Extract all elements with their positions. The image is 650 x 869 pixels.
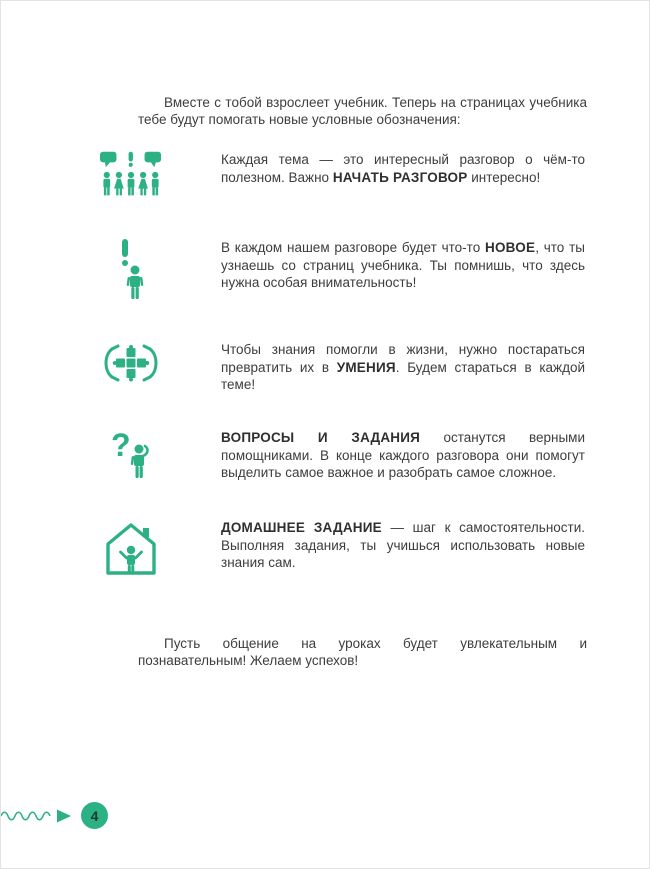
question-person-icon xyxy=(99,429,163,489)
legend-row-questions xyxy=(99,429,585,489)
closing-paragraph: Пусть общение на уроках будет увлекательным и познавательным! Желаем успехов! xyxy=(138,635,587,668)
legend-text: Чтобы знания помогли в жизни, нужно постараться превратить их в УМЕНИЯ. Будем стараться в каждой теме! xyxy=(221,342,585,392)
puzzle-hands-icon xyxy=(99,341,163,387)
exclamation-person-icon xyxy=(99,239,163,301)
page-number-badge: 4 xyxy=(81,802,108,829)
legend-text: Каждая тема — это интересный разговор о чём-то полезном. Важно НАЧАТЬ РАЗГОВОР интересно! xyxy=(221,152,585,185)
legend-text: В каждом нашем разговоре будет что-то НОВОЕ, что ты узнаешь со страниц учебника. Ты помнишь, что здесь нужна особая внимательность! xyxy=(221,240,586,290)
legend-text: ВОПРОСЫ И ЗАДАНИЯ останутся верными помощниками. В конце каждого разговора они помогут выделить самое важное и разобрать самое сложное. xyxy=(221,430,585,480)
home-person-icon xyxy=(99,519,163,577)
legend-row-skills xyxy=(99,341,585,394)
legend-row-conversation xyxy=(99,151,585,199)
speech-group-icon xyxy=(99,151,163,199)
legend-text: ДОМАШНЕЕ ЗАДАНИЕ — шаг к самостоятельности. Выполняя задания, ты учишься использовать новые знания сам. xyxy=(221,520,586,570)
intro-paragraph: Вместе с тобой взрослеет учебник. Теперь на страницах учебника тебе будут помогать новые условные обозначения: xyxy=(138,94,587,127)
legend-row-new xyxy=(99,239,585,301)
legend-row-homework xyxy=(99,519,585,577)
squiggle-arrow-icon xyxy=(1,805,79,827)
svg-text:?: ? xyxy=(111,429,131,463)
